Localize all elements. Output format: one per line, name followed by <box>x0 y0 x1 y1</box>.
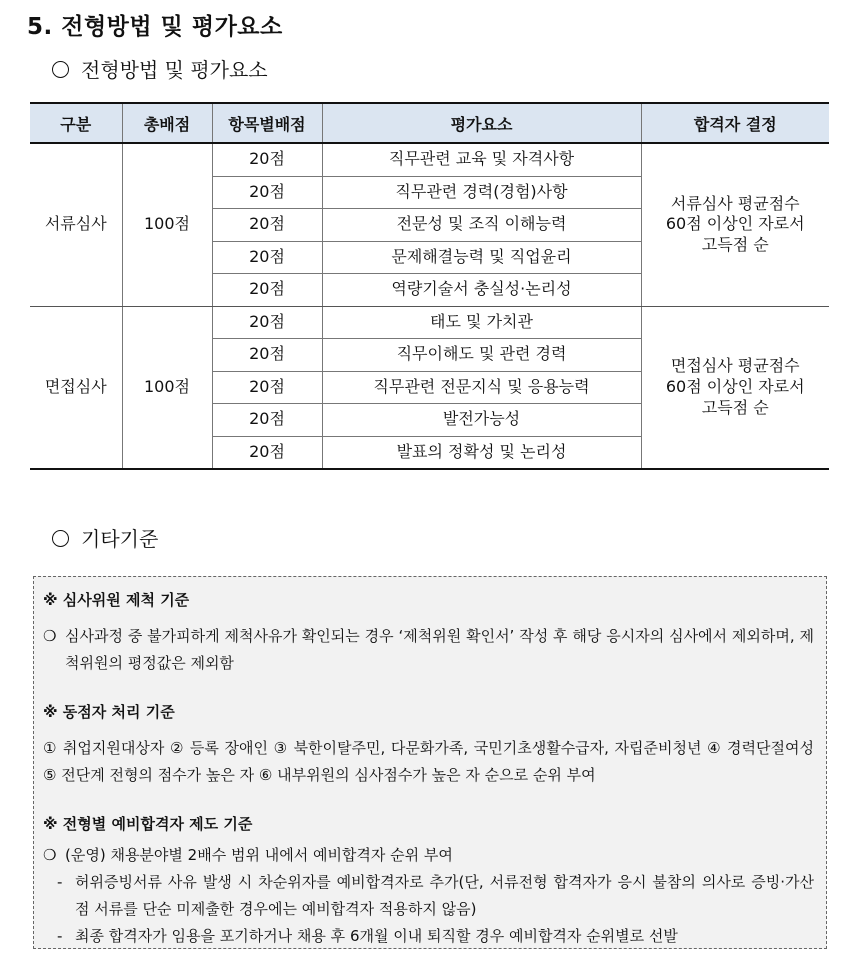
table-header-row <box>30 103 829 143</box>
dash-bullet: - <box>57 873 63 891</box>
circle-bullet-icon <box>52 530 69 547</box>
header-total: 총배점 <box>122 103 212 143</box>
tie-heading: ※ 동점자 처리 기준 <box>43 703 175 721</box>
reserve-heading: ※ 전형별 예비합격자 제도 기준 <box>43 815 253 833</box>
recusal-paragraph <box>43 623 814 677</box>
tie-paragraph: ① 취업지원대상자 ② 등록 장애인 ③ 북한이탈주민, 다문화가족, 국민기초생활수급자, 자립준비청년 ④ 경력단절여성 ⑤ 전단계 전형의 점수가 높은 자 ⑥ 내부위원의 심사점수가 높은 자 순으로 순위 부여 <box>43 739 814 784</box>
subsection-heading-other <box>52 523 158 552</box>
header-item-score: 항목별배점 <box>212 103 322 143</box>
header-category: 구분 <box>30 103 122 143</box>
table-row <box>30 143 829 176</box>
score-cell: 20점 <box>212 371 322 404</box>
header-element: 평가요소 <box>322 103 641 143</box>
subsection-label: 기타기준 <box>81 527 159 551</box>
reserve-item <box>43 923 814 950</box>
score-cell: 20점 <box>212 241 322 274</box>
decision-line: 면접심사 평균점수 <box>670 356 800 376</box>
decision-line: 고득점 순 <box>701 235 769 255</box>
element-cell: 문제해결능력 및 직업윤리 <box>322 241 641 274</box>
category-cell: 면접심사 <box>30 306 122 469</box>
reserve-section <box>43 811 814 950</box>
element-cell: 직무관련 전문지식 및 응용능력 <box>322 371 641 404</box>
decision-line: 60점 이상인 자로서 <box>665 376 805 396</box>
score-cell: 20점 <box>212 339 322 372</box>
total-cell: 100점 <box>122 306 212 469</box>
circle-bullet-icon <box>52 61 69 78</box>
element-cell: 역량기술서 충실성·논리성 <box>322 274 641 307</box>
hollow-circle-icon: ❍ <box>43 627 57 645</box>
category-cell: 서류심사 <box>30 143 122 306</box>
element-cell: 직무관련 교육 및 자격사항 <box>322 143 641 176</box>
score-cell: 20점 <box>212 274 322 307</box>
section-title: 5. 전형방법 및 평가요소 <box>27 14 283 40</box>
reserve-text: (운영) 채용분야별 2배수 범위 내에서 예비합격자 순위 부여 <box>65 846 453 864</box>
subsection-label: 전형방법 및 평가요소 <box>81 58 268 82</box>
decision-line: 고득점 순 <box>701 397 769 417</box>
recusal-heading: ※ 심사위원 제척 기준 <box>43 591 190 609</box>
table-row <box>30 306 829 339</box>
decision-line: 60점 이상인 자로서 <box>665 214 805 234</box>
tie-section <box>43 699 814 789</box>
evaluation-table <box>30 102 829 470</box>
total-cell: 100점 <box>122 143 212 306</box>
decision-line: 서류심사 평균점수 <box>670 193 800 213</box>
element-cell: 발표의 정확성 및 논리성 <box>322 436 641 469</box>
reserve-item-text: 허위증빙서류 사유 발생 시 차순위자를 예비합격자로 추가(단, 서류전형 합격자가 응시 불참의 의사로 증빙·가산점 서류를 단순 미제출한 경우에는 예비합격자 적용하지 않음) <box>75 873 814 918</box>
recusal-text: 심사과정 중 불가피하게 제척사유가 확인되는 경우 ‘제척위원 확인서’ 작성 후 해당 응시자의 심사에서 제외하며, 제척위원의 평정값은 제외함 <box>65 627 814 672</box>
element-cell: 태도 및 가치관 <box>322 306 641 339</box>
element-cell: 직무관련 경력(경험)사항 <box>322 176 641 209</box>
decision-cell <box>641 306 829 469</box>
dash-bullet: - <box>57 927 63 945</box>
reserve-item-text: 최종 합격자가 임용을 포기하거나 채용 후 6개월 이내 퇴직할 경우 예비합격자 순위별로 선발 <box>75 927 678 945</box>
element-cell: 전문성 및 조직 이해능력 <box>322 209 641 242</box>
reserve-paragraph <box>43 842 814 869</box>
score-cell: 20점 <box>212 404 322 437</box>
notes-box <box>33 576 827 949</box>
decision-cell <box>641 143 829 306</box>
recusal-section <box>43 587 814 677</box>
subsection-heading-evaluation <box>52 54 268 83</box>
score-cell: 20점 <box>212 436 322 469</box>
reserve-item <box>43 869 814 923</box>
score-cell: 20점 <box>212 143 322 176</box>
score-cell: 20점 <box>212 306 322 339</box>
hollow-circle-icon: ❍ <box>43 846 57 864</box>
header-decision: 합격자 결정 <box>641 103 829 143</box>
element-cell: 직무이해도 및 관련 경력 <box>322 339 641 372</box>
element-cell: 발전가능성 <box>322 404 641 437</box>
score-cell: 20점 <box>212 176 322 209</box>
score-cell: 20점 <box>212 209 322 242</box>
